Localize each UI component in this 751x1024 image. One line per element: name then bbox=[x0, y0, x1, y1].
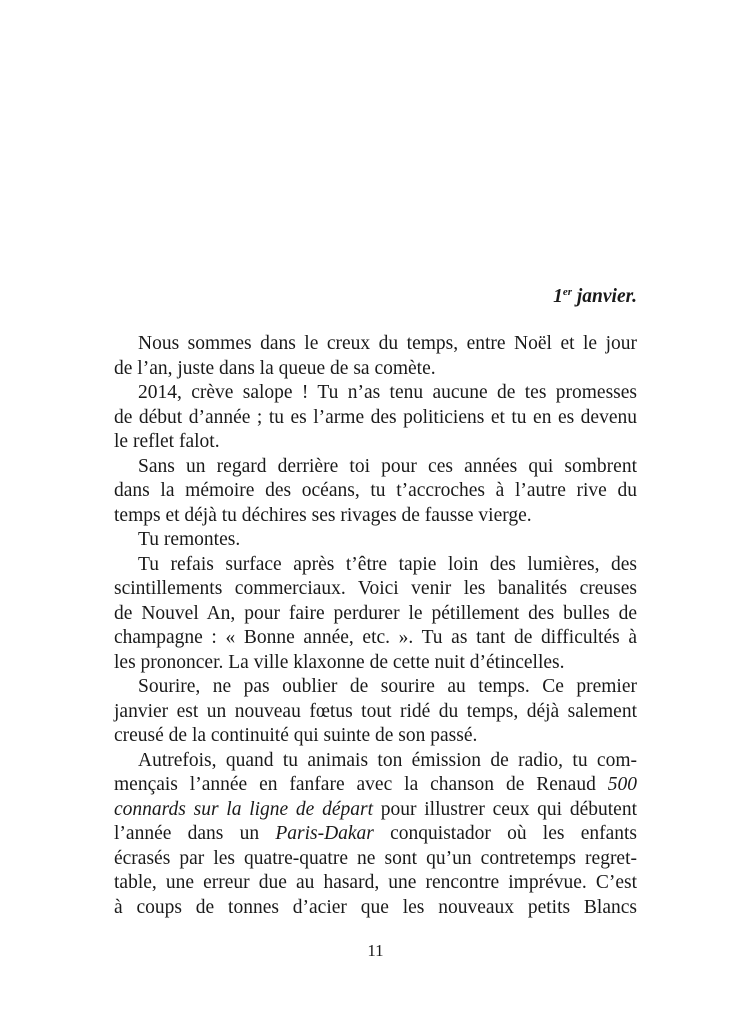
text-line: Nous sommes dans le creux du temps, entre Noël et le jour bbox=[138, 333, 637, 354]
text-line: janvier est un nouveau fœtus tout ridé du temps, déjà salement bbox=[114, 700, 637, 722]
text-line: de début d’année ; tu es l’arme des politiciens et tu en es devenu bbox=[114, 406, 637, 428]
text-line: scintillements commerciaux. Voici venir les banalités creuses bbox=[114, 578, 637, 599]
text-line: table, une erreur due au hasard, une rencontre imprévue. C’est bbox=[114, 872, 637, 893]
body-text bbox=[114, 332, 637, 920]
text-line: temps et déjà tu déchires ses rivages de fausse vierge. bbox=[114, 504, 532, 526]
text-line: Sans un regard derrière toi pour ces années qui sombrent bbox=[138, 455, 637, 477]
day-number: 1 bbox=[553, 286, 563, 307]
text-line: champagne : « Bonne année, etc. ». Tu as tant de difficultés à bbox=[114, 627, 637, 648]
text-run: conquistador où les enfants bbox=[373, 823, 638, 844]
text-line: écrasés par les quatre-quatre ne sont qu’un contretemps regret- bbox=[114, 847, 637, 869]
text-line bbox=[114, 822, 637, 847]
text-line: de Nouvel An, pour faire perdurer le pétillement des bulles de bbox=[114, 602, 637, 624]
text-line: le reflet falot. bbox=[114, 431, 220, 452]
text-line bbox=[114, 798, 637, 823]
page-number: 11 bbox=[367, 941, 384, 960]
text-line: creusé de la continuité qui suinte de son passé. bbox=[114, 725, 478, 746]
italic-title: connards sur la ligne de départ bbox=[114, 798, 373, 820]
text-line: 2014, crève salope ! Tu n’as tenu aucune de tes promesses bbox=[138, 382, 637, 403]
text-line: de l’an, juste dans la queue de sa comète. bbox=[114, 357, 436, 379]
italic-title: Paris-Dakar bbox=[275, 823, 374, 844]
text-line: Sourire, ne pas oublier de sourire au temps. Ce premier bbox=[138, 676, 637, 697]
text-line: à coups de tonnes d’acier que les nouveaux petits Blancs bbox=[114, 896, 637, 918]
italic-title: 500 bbox=[607, 774, 637, 795]
day-suffix: er bbox=[562, 286, 572, 298]
text-line: les prononcer. La ville klaxonne de cette nuit d’étincelles. bbox=[114, 651, 565, 673]
text-line: Tu refais surface après t’être tapie loin des lumières, des bbox=[138, 553, 637, 575]
text-line bbox=[114, 773, 637, 798]
text-run: l’année dans un bbox=[114, 823, 276, 844]
text-line: Autrefois, quand tu animais ton émission de radio, tu com- bbox=[138, 749, 637, 771]
month-label: janvier. bbox=[571, 286, 637, 307]
date-heading bbox=[553, 284, 637, 310]
text-line: dans la mémoire des océans, tu t’accroches à l’autre rive du bbox=[114, 480, 637, 501]
text-line: Tu remontes. bbox=[138, 529, 241, 550]
text-run: pour illustrer ceux qui débutent bbox=[373, 798, 637, 820]
text-run: mençais l’année en fanfare avec la chanson de Renaud bbox=[114, 774, 608, 795]
